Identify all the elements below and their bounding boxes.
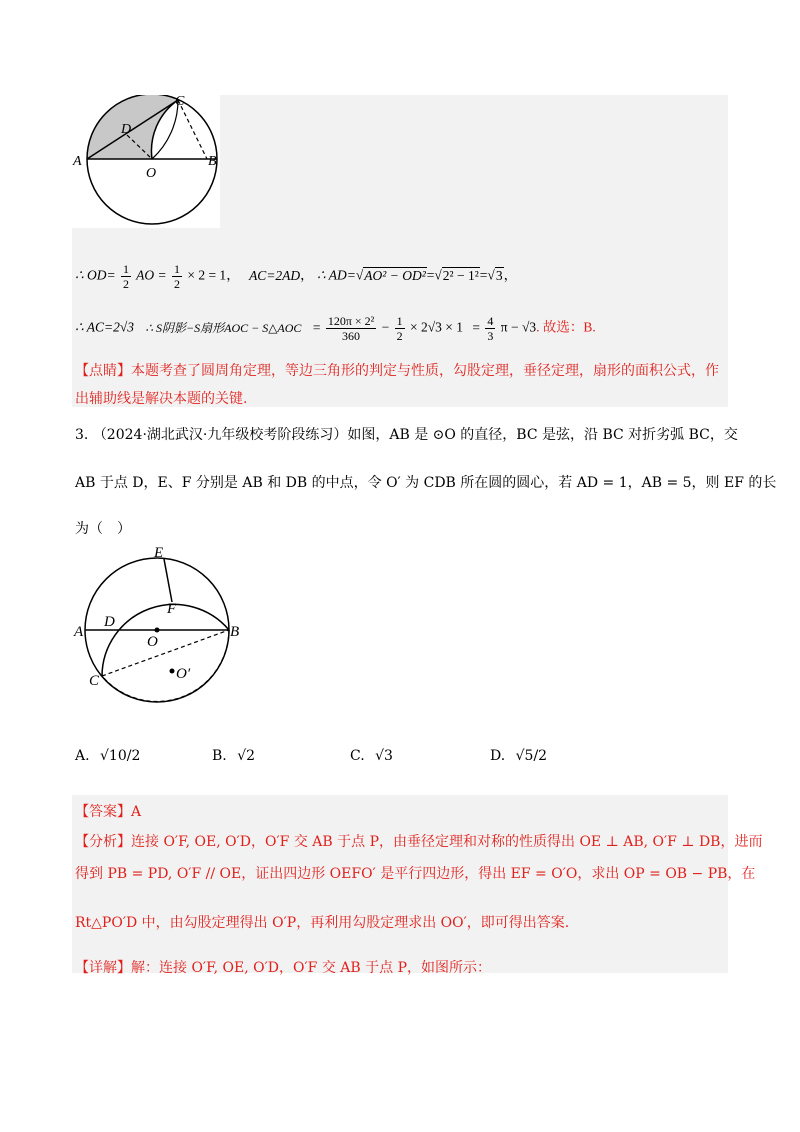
answer-block xyxy=(72,795,728,973)
fig2-label-e: E xyxy=(154,545,164,561)
comment-tag: 【点睛】 xyxy=(75,363,131,379)
comma: ， xyxy=(300,267,314,283)
ac-eq: AC=2AD xyxy=(249,267,301,283)
answer-value: A xyxy=(131,804,142,820)
figure-1 xyxy=(72,95,220,230)
detail-tag: 【详解】 xyxy=(75,960,131,976)
triangle-term: × 2√3 × 1 xyxy=(410,319,464,335)
question-number: 3. xyxy=(75,427,89,443)
analysis-line-3 xyxy=(75,912,569,932)
analysis-text: Rt△PO′D 中，由勾股定理得出 O′P，再利用勾股定理求出 OO′，即可得出答案. xyxy=(75,915,570,931)
solution-line-1: ∴ OD= $\frac{1}{2}$ AO = $\frac{1}{2}$ × 2 = 1， AC=2AD， ∴ AD=√AO² − OD²=√2² − 1²=√3， xyxy=(75,262,518,291)
ad-prefix: ∴ AD= xyxy=(317,267,356,283)
fig2-label-o: O xyxy=(147,634,158,650)
times-two: × 2 = 1 xyxy=(187,267,227,283)
fig2-label-f: F xyxy=(167,601,177,617)
sqrt-3: 3 xyxy=(495,267,503,283)
fig1-label-c: C xyxy=(175,95,185,109)
answer-tag: 【答案】 xyxy=(75,804,131,820)
fig2-label-c: C xyxy=(89,673,100,689)
comma: ， xyxy=(226,267,240,283)
option-value: √3 xyxy=(375,748,393,764)
option-letter: B. xyxy=(212,748,227,764)
solution-line-2: ∴ AC=2√3 ∴ S阴影−S扇形AOC − S△AOC = $\frac{\text{120π × 2²}}{360}$ − $\frac{1}{2}$ × 2√3 × 1 = $\frac{4}{3}$ π − √3. 故选：B. xyxy=(75,314,596,343)
fraction-four-thirds: $\frac{4}{3}$ xyxy=(487,314,494,343)
fig2-label-a: A xyxy=(74,624,84,640)
comment-text: 本题考查了圆周角定理，等边三角形的判定与性质，勾股定理，垂径定理，扇形的面积公式，作 xyxy=(131,363,719,379)
question-3-line-2 xyxy=(75,472,776,492)
sqrt-2-1: 2² − 1² xyxy=(442,267,479,283)
analysis-line-1 xyxy=(75,831,762,851)
ac-value: ∴ AC=2√3 xyxy=(75,319,134,335)
question-source: （2024·湖北武汉·九年级校考阶段练习）如图， xyxy=(92,427,390,443)
detail-line xyxy=(75,957,491,977)
option-b[interactable] xyxy=(212,748,255,764)
option-c[interactable] xyxy=(350,748,393,764)
choose-b: . 故选：B. xyxy=(536,319,596,335)
comment-line-2 xyxy=(75,388,247,408)
option-value: √10/2 xyxy=(100,748,141,764)
fraction-sector: $\frac{\text{120π × 2²}}{360}$ xyxy=(327,314,375,343)
comment-text: 出辅助线是解决本题的关键. xyxy=(75,391,248,407)
comment-line-1 xyxy=(75,360,719,380)
option-letter: C. xyxy=(350,748,365,764)
fig1-label-b: B xyxy=(208,154,217,169)
question-3-line-1 xyxy=(75,424,738,444)
answer-line xyxy=(75,801,141,821)
fig2-label-d: D xyxy=(104,614,115,630)
detail-text: 解：连接 O′F, OE, O′D，O′F 交 AB 于点 P，如图所示： xyxy=(131,960,492,976)
option-value: √5/2 xyxy=(515,748,548,764)
question-text: AB 于点 D，E、F 分别是 AB 和 DB 的中点，令 O′ 为 CDB 所在圆的圆心，若 AD = 1，AB = 5，则 EF 的长 xyxy=(75,475,777,491)
question-text: AB 是 ⊙O 的直径，BC 是弦，沿 BC 对折劣弧 BC，交 xyxy=(389,427,738,443)
analysis-line-2 xyxy=(75,863,755,883)
analysis-text: 得到 PB = PD, O′F // OE，证出四边形 OEFO′ 是平行四边形，得出 EF = O′O，求出 OP = OB − PB，在 xyxy=(75,866,756,882)
question-3-line-3 xyxy=(75,518,131,538)
od-prefix: ∴ OD= xyxy=(75,267,116,283)
ao-part: AO = xyxy=(136,267,167,283)
analysis-text: 连接 O′F, OE, O′D，O′F 交 AB 于点 P，由垂径定理和对称的性质得出 OE ⊥ AB, O′F ⊥ DB，进而 xyxy=(131,834,763,850)
figure-2 xyxy=(72,540,252,720)
fraction-half-1: $\frac{1}{2}$ xyxy=(122,262,129,291)
fig1-label-a: A xyxy=(73,154,82,169)
sqrt-ao-od: AO² − OD² xyxy=(364,267,426,283)
option-d[interactable] xyxy=(490,748,547,764)
question-text: 为（ ） xyxy=(75,521,131,537)
fraction-half-2: $\frac{1}{2}$ xyxy=(173,262,180,291)
option-a[interactable] xyxy=(75,748,140,764)
analysis-tag: 【分析】 xyxy=(75,834,131,850)
fraction-half-3: $\frac{1}{2}$ xyxy=(396,314,403,343)
fig1-label-d: D xyxy=(121,122,132,137)
fig2-label-b: B xyxy=(230,624,240,640)
area-expression: ∴ S阴影−S扇形AOC − S△AOC xyxy=(145,320,302,335)
result-tail: π − √3 xyxy=(500,319,537,335)
fig2-label-o-prime: O′ xyxy=(176,666,191,682)
option-letter: A. xyxy=(75,748,90,764)
option-value: √2 xyxy=(237,748,256,764)
fig1-label-o: O xyxy=(146,166,157,181)
option-letter: D. xyxy=(490,748,506,764)
